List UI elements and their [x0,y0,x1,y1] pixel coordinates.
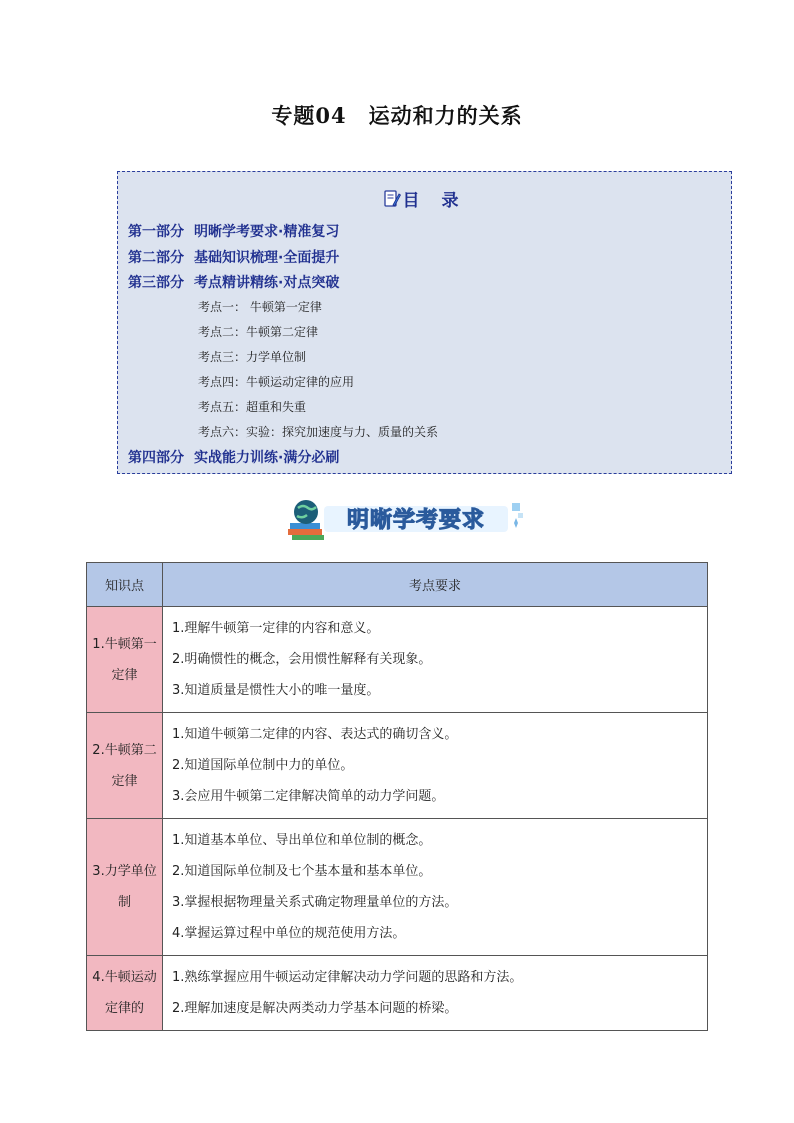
page-title [0,100,794,130]
title-text: 运动和力的关系 [368,103,523,128]
toc-part-4[interactable] [128,447,339,467]
part-label: 第一部分 [128,224,184,240]
requirement-item: 2.理解加速度是解决两类动力学基本问题的桥梁。 [172,1001,458,1016]
toc-part-1[interactable] [128,221,339,241]
table-row [87,713,708,819]
requirements-cell [163,956,708,1031]
table-row [87,607,708,713]
table-header-row [87,563,708,607]
part-label: 第二部分 [128,250,184,266]
toc-part-3[interactable] [128,272,339,292]
toc-part-2[interactable] [128,247,339,267]
requirement-item: 1.理解牛顿第一定律的内容和意义。 [172,621,380,636]
toc-point-2[interactable]: 考点二：牛顿第二定律 [198,325,319,339]
table-row [87,956,708,1031]
requirements-table [86,562,708,1031]
pencil-icon [383,189,401,214]
section-banner [284,495,530,545]
topic-cell: 4.牛顿运动定律的 [87,956,163,1031]
toc-heading [118,186,731,214]
topic-cell: 2.牛顿第二定律 [87,713,163,819]
header-topic: 知识点 [87,563,163,607]
requirement-item: 1.熟练掌握应用牛顿运动定律解决动力学问题的思路和方法。 [172,970,523,985]
requirement-item: 2.明确惯性的概念，会用惯性解释有关现象。 [172,652,432,667]
requirement-item: 2.知道国际单位制及七个基本量和基本单位。 [172,864,432,879]
part-text: 基础知识梳理·全面提升 [194,250,340,266]
requirement-item: 4.掌握运算过程中单位的规范使用方法。 [172,926,406,941]
toc-point-4[interactable]: 考点四：牛顿运动定律的应用 [198,375,355,389]
toc-heading-text: 目 录 [402,191,467,211]
part-text: 考点精讲精练·对点突破 [194,275,340,291]
topic-cell: 1.牛顿第一定律 [87,607,163,713]
requirement-item: 3.知道质量是惯性大小的唯一量度。 [172,683,380,698]
table-row [87,819,708,956]
toc-point-3[interactable]: 考点三：力学单位制 [198,350,307,364]
topic-cell: 3.力学单位制 [87,819,163,956]
requirement-item: 2.知道国际单位制中力的单位。 [172,758,354,773]
requirements-cell [163,607,708,713]
banner-text: 明晰学考要求 [346,508,486,533]
requirements-cell [163,819,708,956]
title-number: 专题04 [271,103,347,128]
part-text: 实战能力训练·满分必刷 [194,450,340,466]
requirement-item: 3.掌握根据物理量关系式确定物理量单位的方法。 [172,895,458,910]
toc-point-6[interactable]: 考点六：实验：探究加速度与力、质量的关系 [198,425,439,439]
part-label: 第三部分 [128,275,184,291]
toc-point-5[interactable]: 考点五：超重和失重 [198,400,307,414]
sparkle-icon [512,503,523,528]
part-text: 明晰学考要求·精准复习 [194,224,340,240]
header-requirements: 考点要求 [163,563,708,607]
toc-point-1[interactable]: 考点一： 牛顿第一定律 [198,300,322,314]
part-label: 第四部分 [128,450,184,466]
requirement-item: 3.会应用牛顿第二定律解决简单的动力学问题。 [172,789,445,804]
requirements-cell [163,713,708,819]
requirement-item: 1.知道牛顿第二定律的内容、表达式的确切含义。 [172,727,458,742]
table-of-contents [117,171,732,474]
requirement-item: 1.知道基本单位、导出单位和单位制的概念。 [172,833,432,848]
globe-books-icon [288,500,324,540]
